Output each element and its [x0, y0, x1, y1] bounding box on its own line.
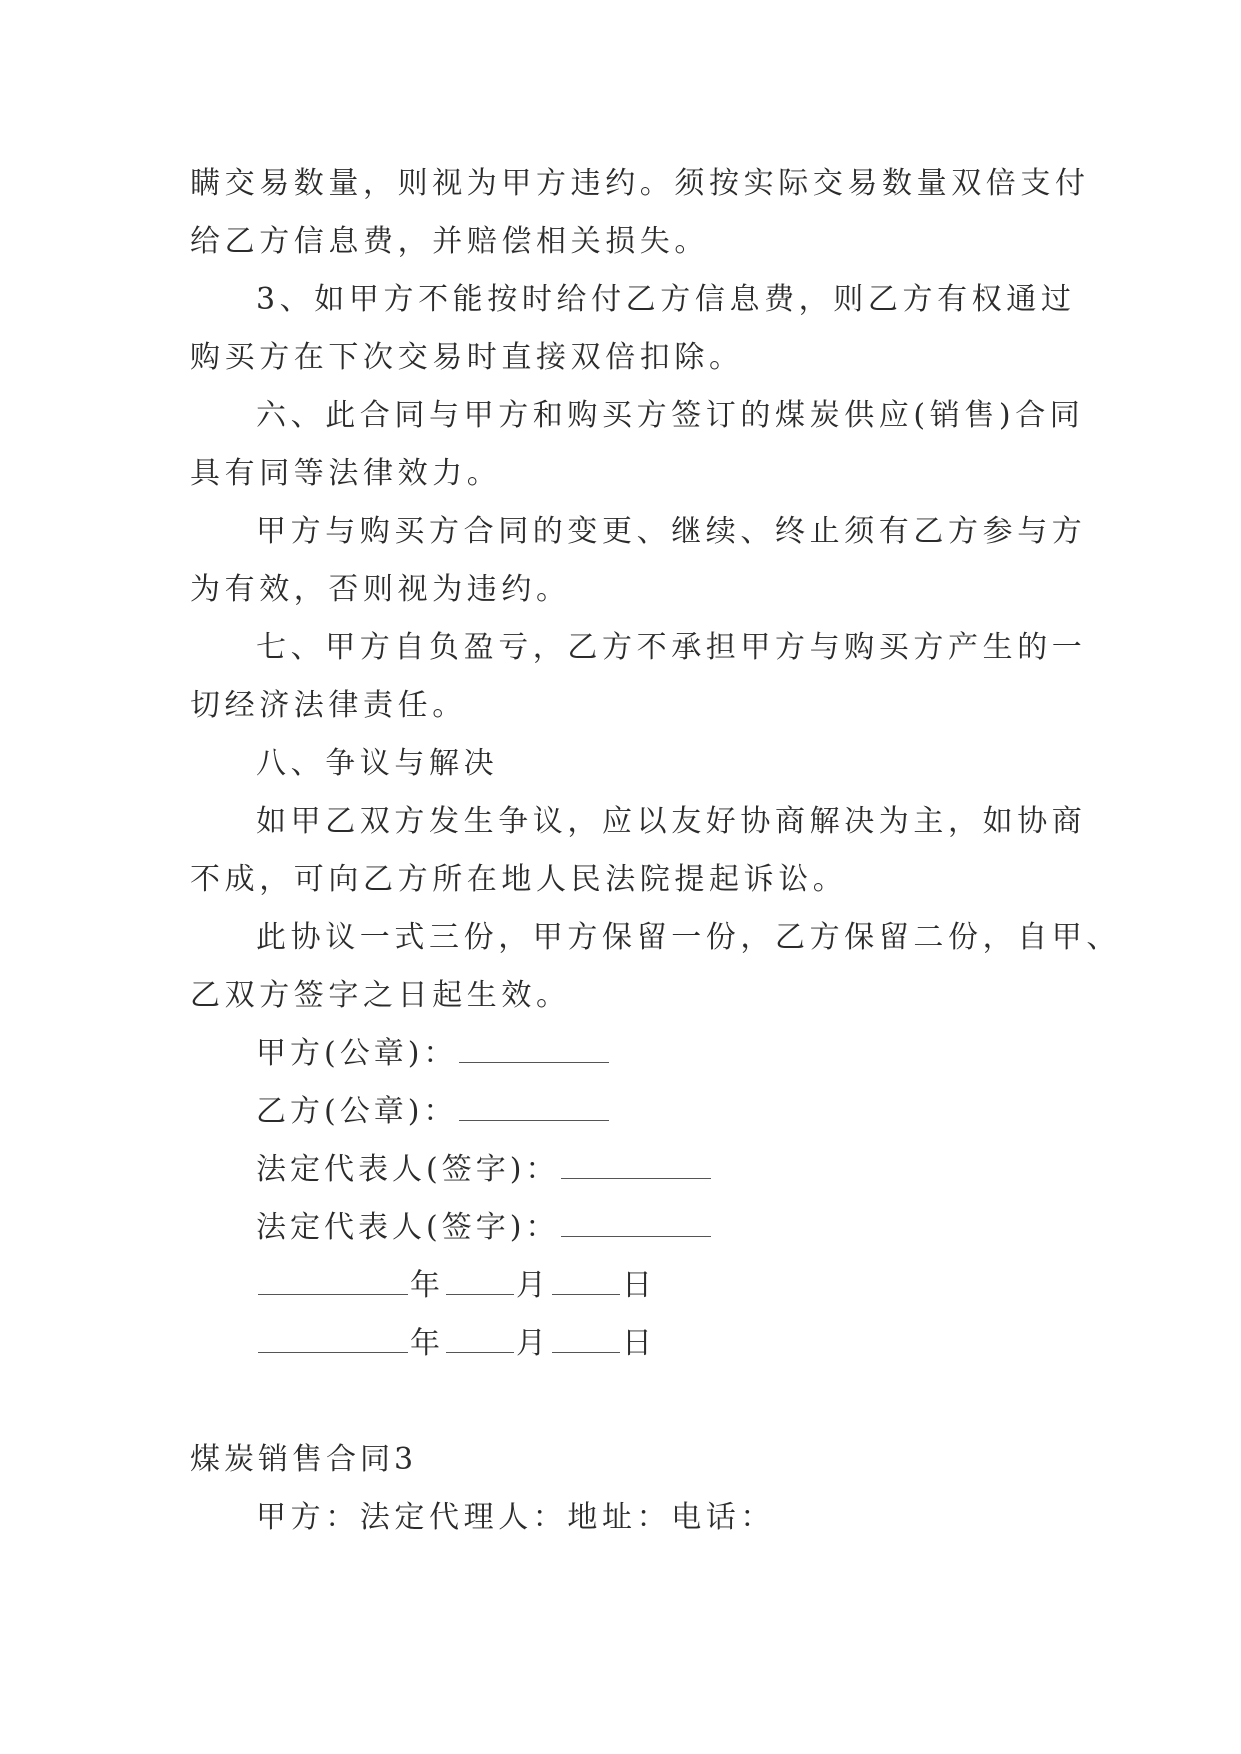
day-blank[interactable]	[552, 1268, 620, 1295]
body-text-line: 具有同等法律效力。	[190, 456, 502, 491]
legal-rep-label: 法定代表人(签字)：	[256, 1210, 560, 1245]
body-text-line: 如甲乙双方发生争议，应以友好协商解决为主，如协商	[256, 804, 1087, 839]
legal-rep-label: 法定代表人(签字)：	[256, 1152, 560, 1187]
body-text-line: 给乙方信息费，并赔偿相关损失。	[190, 224, 709, 259]
body-text-line: 瞒交易数量，则视为甲方违约。须按实际交易数量双倍支付	[190, 166, 1090, 201]
body-text-line: 购买方在下次交易时直接双倍扣除。	[190, 340, 744, 375]
month-blank[interactable]	[446, 1326, 514, 1353]
legal-rep-line	[256, 1150, 713, 1190]
body-text-line: 切经济法律责任。	[190, 688, 467, 723]
body-text-line: 乙双方签字之日起生效。	[190, 978, 571, 1013]
year-blank[interactable]	[258, 1326, 408, 1353]
day-label: 日	[622, 1268, 656, 1303]
section-heading: 八、争议与解决	[256, 746, 499, 781]
contract-title: 煤炭销售合同3	[190, 1442, 418, 1477]
month-blank[interactable]	[446, 1268, 514, 1295]
signature-blank[interactable]	[459, 1094, 609, 1121]
party-a-seal-label: 甲方(公章)：	[256, 1036, 458, 1071]
day-blank[interactable]	[552, 1326, 620, 1353]
date-line	[256, 1324, 656, 1364]
signature-blank[interactable]	[561, 1210, 711, 1237]
signature-blank[interactable]	[459, 1036, 609, 1063]
month-label: 月	[516, 1268, 550, 1303]
party-b-seal-label: 乙方(公章)：	[256, 1094, 458, 1129]
legal-rep-line	[256, 1208, 713, 1248]
year-blank[interactable]	[258, 1268, 408, 1295]
body-text-line: 甲方与购买方合同的变更、继续、终止须有乙方参与方	[256, 514, 1087, 549]
body-text-line: 不成，可向乙方所在地人民法院提起诉讼。	[190, 862, 848, 897]
year-label: 年	[410, 1268, 444, 1303]
date-line	[256, 1266, 656, 1306]
party-a-seal-line	[256, 1034, 611, 1074]
signature-blank[interactable]	[561, 1152, 711, 1179]
month-label: 月	[516, 1326, 550, 1361]
body-text-line: 七、甲方自负盈亏，乙方不承担甲方与购买方产生的一	[256, 630, 1087, 665]
body-text-line: 3、如甲方不能按时给付乙方信息费，则乙方有权通过	[256, 282, 1076, 317]
party-b-seal-line	[256, 1092, 611, 1132]
year-label: 年	[410, 1326, 444, 1361]
day-label: 日	[622, 1326, 656, 1361]
body-text-line: 为有效，否则视为违约。	[190, 572, 571, 607]
body-text-line: 六、此合同与甲方和购买方签订的煤炭供应(销售)合同	[256, 398, 1085, 433]
body-text-line: 此协议一式三份，甲方保留一份，乙方保留二份，自甲、	[256, 920, 1121, 955]
body-text-line: 甲方：法定代理人：地址：电话：	[256, 1500, 775, 1535]
